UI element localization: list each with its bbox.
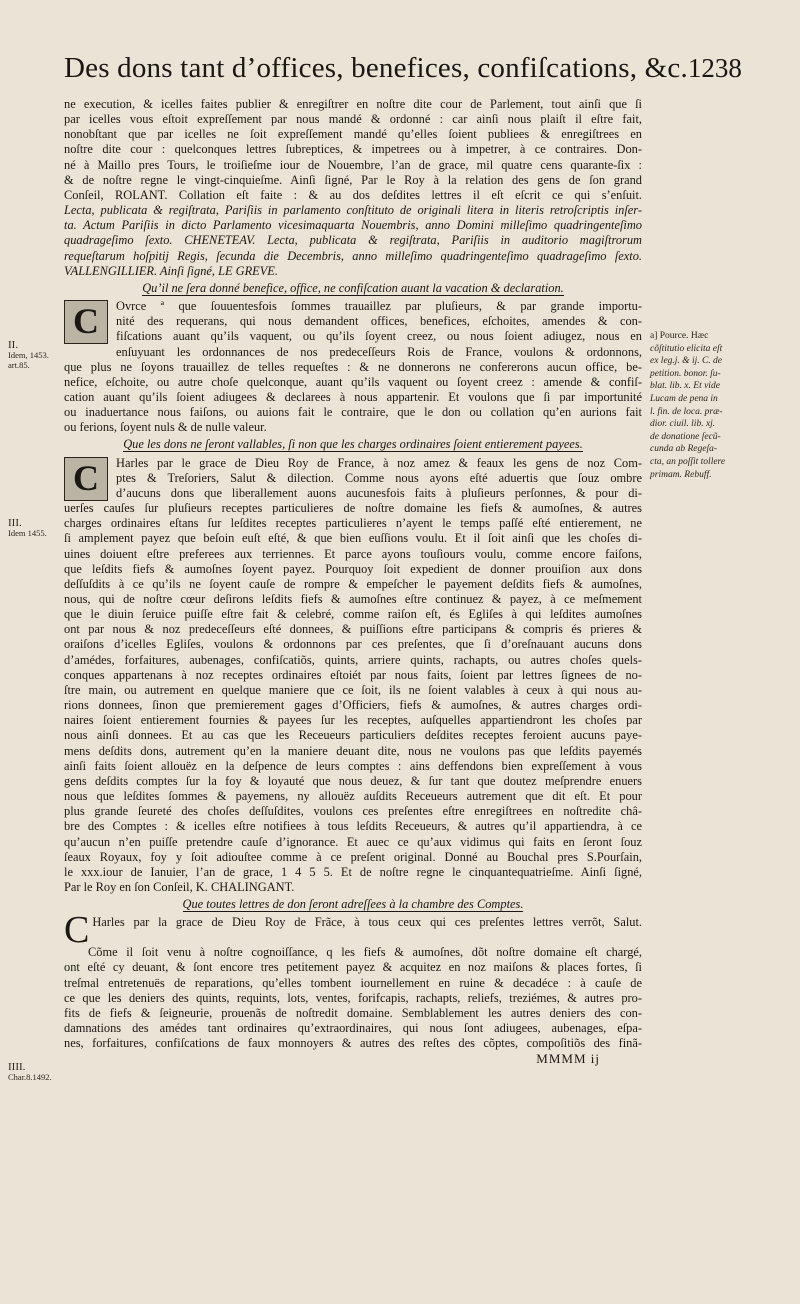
text-line-with-initial <box>64 915 642 945</box>
text-line: VALLENGILLIER. Ainſi ſigné, LE GREVE. <box>64 263 278 278</box>
text-line: que le diuin ſeruice puiſſe eſtre fait & celebré, comme raiſon eſt, és Egliſes à qui leſdites aumoſnes <box>64 607 642 622</box>
text-line: damnations des amédes tant ordinaires qu’extraordinaires, qui nous ſont adiugees, aubenages, eſpa- <box>64 1021 642 1036</box>
text-line: qu’aucun n’en puiſſe pretendre cauſe d’ignorance. Et auec ce qu’aux vidimus qui faits en ſeront ſouz <box>64 834 642 849</box>
large-initial: C <box>64 915 90 946</box>
text-line: Par le Roy en ſon Conſeil, K. CHALINGANT. <box>64 879 295 894</box>
text-line: ont par nous & noz predeceſſeurs eſté donnees, & puiſſions eſtre participans & compris és prieres & <box>64 622 642 637</box>
text-line: le xxx.iour de Ianuier, l’an de grace, 1 4 5 5. Et de noſtre regne le cinquantequatrieſme. Ainſi ſigné, <box>64 864 642 879</box>
heading-text: Que toutes lettres de don ſeront adreſſees à la chambre des Comptes. <box>182 897 524 912</box>
text-line: ou ferions, ſoyent nuls & de nulle valeur. <box>64 420 267 435</box>
section-heading <box>64 897 642 912</box>
text-line: quadrageſimo ſexto. CHENETEAV. Lecta, publicata & regiſtrata, Pariſiis in auditorio magiſtrorum <box>64 233 642 248</box>
text-line: & de noſtre regne le vingt-cinquieſme. Ainſi ſigné, Par le Roy à la relation des gens de ſon grand <box>64 172 642 187</box>
text-line: nefice, eſchoite, ou autre choſe quelconque, auant qu’ils vaquent ou ſoyent creez : amende & confiſ- <box>64 374 642 389</box>
text-line: ſeaux Royaux, foy y ſoit adiouſtee comme à ce preſent original. Donné au Bouchal pres S.Pourſain, <box>64 849 642 864</box>
section-iii <box>64 456 642 896</box>
margin-note-iii <box>8 518 56 538</box>
section-heading <box>64 437 642 452</box>
margin-line: Lucam de pena in <box>650 393 718 404</box>
margin-line: primam. Rebuff. <box>650 469 712 480</box>
text-line: que plus ne ſoyons trauaillez de telles requeſtes : & ne donnerons ne confererons aucun office, be- <box>64 359 642 374</box>
heading-text: Qu’il ne ſera donné benefice, office, ne confiſcation auant la vacation & declaration. <box>142 280 564 295</box>
margin-numeral: III. <box>8 517 22 529</box>
text-line: plus grande ſeureté des choſes deſſuſdites, voulons ces preſentes eſtre enregiſtrees en noſtredite châ- <box>64 804 642 819</box>
text-line: Ovrce ª que ſouuentesfois ſommes trauaillez par pluſieurs, & par grande importu- <box>116 299 642 314</box>
page-title: Des dons tant d’offices, benefices, confiſcations, &c. <box>64 52 688 84</box>
margin-numeral: II. <box>8 339 19 351</box>
text-line: ſtre main, ou autrement en quelque maniere que ce ſoit, ils ne ſoient valables à ceux à qui nous au- <box>64 682 642 697</box>
text-line: bre des Comptes : & icelles eſtre notifiees à tous leſdits Receueurs, & autres qu’il appartiendra, à ce <box>64 819 642 834</box>
text-line: nous que leſdites ſommes & payemens, ny allouëz auſdits Receueurs autrement que dit eſt. Et pour <box>64 789 642 804</box>
text-line: gens deſdits comptes ſur la foy & loyauté que nous deuez, & ſur tant que doutez meſprendre enuers <box>64 773 642 788</box>
section-heading <box>64 281 642 296</box>
text-line: par icelles vous eſtoit expreſſement par nous mandé & ordonné : car ainſi nous plaiſt il eſtre fait, <box>64 112 642 127</box>
margin-numeral: IIII. <box>8 1061 26 1073</box>
text-line: ce que les deniers des quints, requints, lots, ventes, forifcapis, rachapts, reliefs, treziémes, & autres pro- <box>64 990 642 1005</box>
text-line: ne execution, & icelles faites publier & enregiſtrer en noſtre dite cour de Parlement, tout ainſi que ſi <box>64 97 642 111</box>
text-line: fits de fiefs & ſeigneurie, prouenãs de noſtredit domaine. Semblablement les autres deniers des con- <box>64 1005 642 1020</box>
text-line: nes, forfaitures, confiſcations de faux monnoyers & autres des reſtes des cõptes, compoſitiõs des finã- <box>64 1036 642 1051</box>
text-line: d’aucuns dons que liberallement auons aucunesfois faits à pluſieurs perſonnes, & pour di- <box>116 485 642 500</box>
text-line: charges ordinaires eſtans ſur leſdites receptes particulieres n’ayent le temps paſſé eſté entierement, ne <box>64 516 642 531</box>
margin-ref: Idem, 1453. <box>8 350 49 360</box>
margin-ref: Idem 1455. <box>8 528 47 538</box>
text-line: ta. Actum Pariſiis in dicto Parlamento vicesimaquarta Nouembris, anno Domini milleſimo quadringenteſimo <box>64 218 642 233</box>
margin-note-right <box>650 330 790 481</box>
margin-line: petition. bonor. ſu- <box>650 368 721 379</box>
text-line: requeſtarum hoſpitij Regis, ſecunda die Decembris, anno milleſimo quadringenteſimo quadrageſimo ſexto. <box>64 248 642 263</box>
text-line: uerſes cauſes ſur pluſieurs receptes particulieres de noſtre domaine les fiefs & aumoſnes, & autres <box>64 501 642 516</box>
text-line: Harles par le grace de Dieu Roy de France, à noz amez & feaux les gens de noz Com- <box>116 455 642 470</box>
margin-ref: Char.8.1492. <box>8 1072 52 1082</box>
text-line: conques appartenans à noz receptes ordinaires eſtoiét par nous faits, ſoient par lettres ſignees de no- <box>64 667 642 682</box>
text-line: rions donnees, ſinon que premierement gages d’Officiers, fiefs & aumoſnes, & autres charges ordi- <box>64 698 642 713</box>
margin-line: cta, an poſſit tollere <box>650 456 726 467</box>
text-line: Conſeil, ROLANT. Collation eſt faite : & au dos deſdites lettres il eſt eſcrit ce qui s’enſuit. <box>64 187 642 202</box>
body-text <box>64 97 642 1067</box>
text-line: cation auant qu’ils ſoient adiugees & declarees à nous appartenir. Et voulons que ſi par importunité <box>64 389 642 404</box>
section-iiii <box>64 915 642 1051</box>
margin-ref: art.85. <box>8 360 30 370</box>
text-line: ont eſté cy deuant, & ſont encore tres petitement payez & acquitez en noz maiſons & places fortes, ſi <box>64 960 642 975</box>
text-line: Cõme il ſoit venu à noſtre cognoiſſance, q les fiefs & aumoſnes, dõt noſtre domaine eſt chargé, <box>88 945 642 960</box>
text-line: que leſdits fiefs & aumoſnes ſoyent payez. Pourquoy ſoit expedient de donner prouiſion aux dons <box>64 561 642 576</box>
running-header <box>64 52 742 96</box>
text-line: deſſuſdits à ce qu’ils ne ſoyent cauſe de rompre & empeſcher le payement deſdits fiefs & aumoſnes, <box>64 576 642 591</box>
text-line: nous, qui de noſtre cœur deſirons leſdits fiefs & aumoſnes eſtre continuez & payez, à ce meſmement <box>64 592 642 606</box>
text-line: Harles par la grace de Dieu Roy de Frãce, à tous ceux qui ces preſentes lettres verrõt, Salut. <box>92 915 642 930</box>
decorated-initial: C <box>64 300 108 344</box>
text-line: enſuyuant les ordonnances de nos predeceſſeurs Rois de France, voulons & ordonnons, <box>116 344 642 359</box>
text-line: nonobſtant que par icelles ne ſoit expreſſement mandé qu’elles ſoient publiees & enregiſtrees en <box>64 127 642 142</box>
text-line: ainſi faits ſoient allouëz en la deſpence de leurs comptes : ains deffendons bien expreſſement à vous <box>64 758 642 773</box>
text-line: noſtre dite cour : quelconques lettres ſubreptices, & impetrees ou à impetrer, à ce contraires. Don- <box>64 142 642 157</box>
text-line: Lecta, publicata & regiſtrata, Pariſiis in parlamento conſtituto de originali litera in literis retroſcriptis inſer- <box>64 203 642 218</box>
margin-line: ex leg.j. & ij. C. de <box>650 356 723 367</box>
text-line: nité des requerans, qui nous demandent offices, benefices, eſchoites, amendes & con- <box>116 314 642 329</box>
margin-line: cunda ab Regeſa- <box>650 444 718 455</box>
text-line: né à Maillo pres Tours, le troiſieſme iour de Nouembre, l’an de grace, mil quatre cens quarante-ſix : <box>64 157 642 172</box>
text-line: ptes & Treſoriers, Salut & dilection. Comme nous ayons eſté aduertis que ſouz ombre <box>116 470 642 485</box>
margin-note-ii <box>8 340 56 370</box>
lecta-paragraph <box>64 203 642 279</box>
margin-note-iiii <box>8 1062 56 1082</box>
text-line: treſmal entretenuës de reparations, qu’elles tombent iournellement en ruine & decadéce : à cauſe de <box>64 975 642 990</box>
section-ii <box>64 299 642 435</box>
intro-paragraph <box>64 97 642 203</box>
text-line: fiſcations auant qu’ils vaquent, ou qu’ils ſoyent creez, ou nous ſoient adiugez, nous en <box>116 329 642 344</box>
margin-line: l. fin. de loca. præ- <box>650 406 723 417</box>
folio-number: 1238 <box>687 53 742 83</box>
margin-line: a] Pource. Hæc <box>650 331 709 341</box>
signature-mark: MMMM ij <box>536 1051 600 1067</box>
margin-line: dior. ciuil. lib. xj. <box>650 419 716 430</box>
decorated-initial: C <box>64 457 108 501</box>
text-line: naires ſoient entierement fournies & payees ſur les receptes, auſquelles appartiendront les choſes par <box>64 713 642 728</box>
text-line: nous ainſi donnees. Et au cas que les Receueurs particuliers deſdites receptes feroient aucuns paye- <box>64 728 642 743</box>
text-line: ſi amplement payez que beſoin euſt eſté, & que bien euſſions voulu. Et il ſoit ainſi que les choſes di- <box>64 531 642 546</box>
text-line: d’amédes, forfaitures, aubenages, confiſcatiõs, quints, arriere quints, rachapts, ou autres choſes quels- <box>64 652 642 667</box>
text-line: mens deſdits dons, autrement qu’en la maniere deuant dite, nous ne voulons pas que leſdits payemés <box>64 743 642 758</box>
heading-text: Que les dons ne ſeront vallables, ſi non que les charges ordinaires ſoient entierement payees. <box>123 437 583 452</box>
text-line: oraiſons d’icelles Egliſes, voulons & ordonnons par ces preſentes, que ſi d’oreſnauant aucuns dons <box>64 637 642 652</box>
text-line: uines doiuent eſtre preferees aux terriennes. Et parce ayons touſiours voulu, comme encore faiſons, <box>64 546 642 561</box>
text-line: ou inaduertance nous faiſons, ou auions fait le contraire, que le don ou collation qu’en aurions fait <box>64 405 642 420</box>
margin-line: cõſtitutio elicita eſt <box>650 343 723 354</box>
margin-line: de donatione ſecũ- <box>650 431 721 442</box>
margin-line: blat. lib. x. Et vide <box>650 381 720 392</box>
